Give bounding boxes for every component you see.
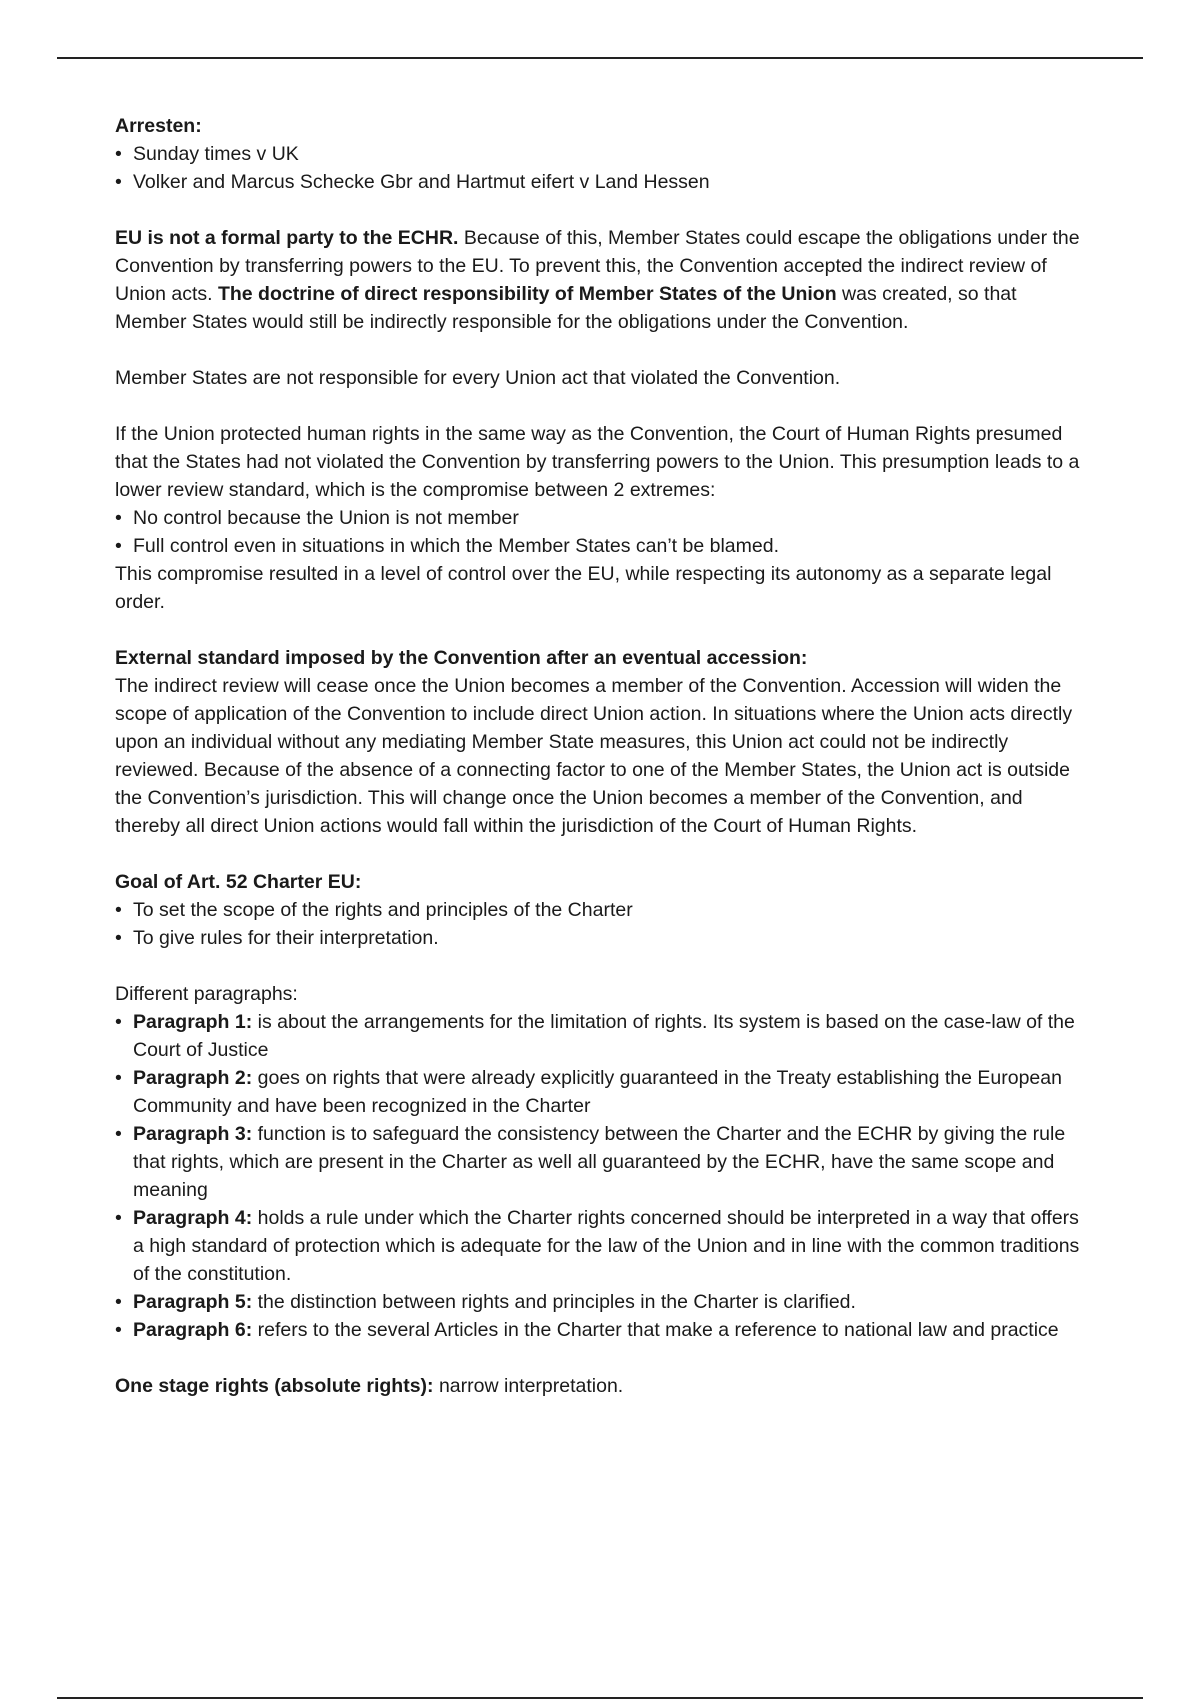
paragraphs-intro: Different paragraphs:	[115, 983, 298, 1005]
bold-phrase: The doctrine of direct responsibility of Member States of the Union	[217, 283, 837, 305]
list-item: • No control because the Union is not member	[115, 504, 1090, 532]
one-stage-text: narrow interpretation.	[433, 1375, 624, 1397]
paragraph-label: Paragraph 5:	[133, 1291, 253, 1313]
compromise-paragraph: This compromise resulted in a level of control over the EU, while respecting its autonomy as a separate legal order.	[115, 563, 1052, 613]
goal-list	[115, 896, 1090, 952]
paragraph-label: Paragraph 4:	[133, 1207, 253, 1229]
bold-phrase: EU is not a formal party to the ECHR.	[115, 227, 459, 249]
document-body	[115, 112, 1090, 1400]
paragraph-label: Paragraph 1:	[133, 1011, 253, 1033]
external-paragraph: The indirect review will cease once the Union becomes a member of the Convention. Accession will widen the scope of application of the Convention to include direct Union action. In situations where the Union acts directly upon an individual without any mediating Member State measures, this Union act could not be indirectly reviewed. Because of the absence of a connecting factor to one of the Member States, the Union act is outside the Convention’s jurisdiction. This will change once the Union becomes a member of the Convention, and thereby all direct Union actions would fall within the jurisdiction of the Court of Human Rights.	[115, 675, 1073, 837]
one-stage-paragraph	[115, 1372, 1090, 1400]
list-item: • To set the scope of the rights and principles of the Charter	[115, 896, 1090, 924]
arresten-list	[115, 140, 1090, 196]
list-item	[115, 1288, 1090, 1316]
paragraph-desc: function is to safeguard the consistency between the Charter and the ECHR by giving the rule that rights, which are present in the Charter as well all guaranteed by the ECHR, have the same scope and meaning	[133, 1123, 1066, 1201]
paragraph-label: Paragraph 6:	[133, 1319, 253, 1341]
bottom-divider	[57, 1697, 1143, 1699]
paragraph-desc: refers to the several Articles in the Charter that make a reference to national law and practice	[252, 1319, 1059, 1341]
list-item	[115, 1316, 1090, 1344]
paragraph-text: Because of this, Member States could escape the obligations under the Convention by transferring powers to the EU. To prevent this, the Convention accepted the indirect review of Union acts.	[115, 227, 1080, 305]
list-item	[115, 1008, 1090, 1064]
paragraph-desc: holds a rule under which the Charter rights concerned should be interpreted in a way that offers a high standard of protection which is adequate for the law of the Union and in line with the common traditions of the constitution.	[133, 1207, 1080, 1285]
paragraph-text: was created, so that Member States would still be indirectly responsible for the obligations under the Convention.	[115, 283, 1017, 333]
one-stage-label: One stage rights (absolute rights):	[115, 1375, 434, 1397]
paragraph-desc: is about the arrangements for the limitation of rights. Its system is based on the case-law of the Court of Justice	[133, 1011, 1075, 1061]
arresten-heading	[115, 112, 1090, 140]
list-item	[115, 1120, 1090, 1204]
echr-party-paragraph	[115, 224, 1090, 336]
external-heading-text: External standard imposed by the Convention after an eventual accession:	[115, 647, 808, 669]
paragraph-label: Paragraph 2:	[133, 1067, 253, 1089]
paragraph-desc: goes on rights that were already explicitly guaranteed in the Treaty establishing the European Community and have been recognized in the Charter	[133, 1067, 1062, 1117]
list-item	[115, 1064, 1090, 1120]
list-item: • Full control even in situations in which the Member States can’t be blamed.	[115, 532, 1090, 560]
list-item	[115, 1204, 1090, 1288]
arresten-heading-text: Arresten:	[115, 115, 202, 137]
list-item: • Volker and Marcus Schecke Gbr and Hartmut eifert v Land Hessen	[115, 168, 1090, 196]
goal-heading	[115, 868, 1090, 896]
presumption-paragraph: If the Union protected human rights in the same way as the Convention, the Court of Human Rights presumed that the States had not violated the Convention by transferring powers to the Union. This presumption leads to a lower review standard, which is the compromise between 2 extremes:	[115, 423, 1080, 501]
external-heading	[115, 644, 1090, 672]
list-item: • Sunday times v UK	[115, 140, 1090, 168]
top-divider	[57, 57, 1143, 59]
list-item: • To give rules for their interpretation.	[115, 924, 1090, 952]
paragraph-desc: the distinction between rights and principles in the Charter is clarified.	[252, 1291, 856, 1313]
not-responsible-paragraph: Member States are not responsible for every Union act that violated the Convention.	[115, 367, 841, 389]
paragraph-label: Paragraph 3:	[133, 1123, 253, 1145]
goal-heading-text: Goal of Art. 52 Charter EU:	[115, 871, 362, 893]
presumption-list	[115, 504, 1090, 560]
paragraphs-list	[115, 1008, 1090, 1344]
